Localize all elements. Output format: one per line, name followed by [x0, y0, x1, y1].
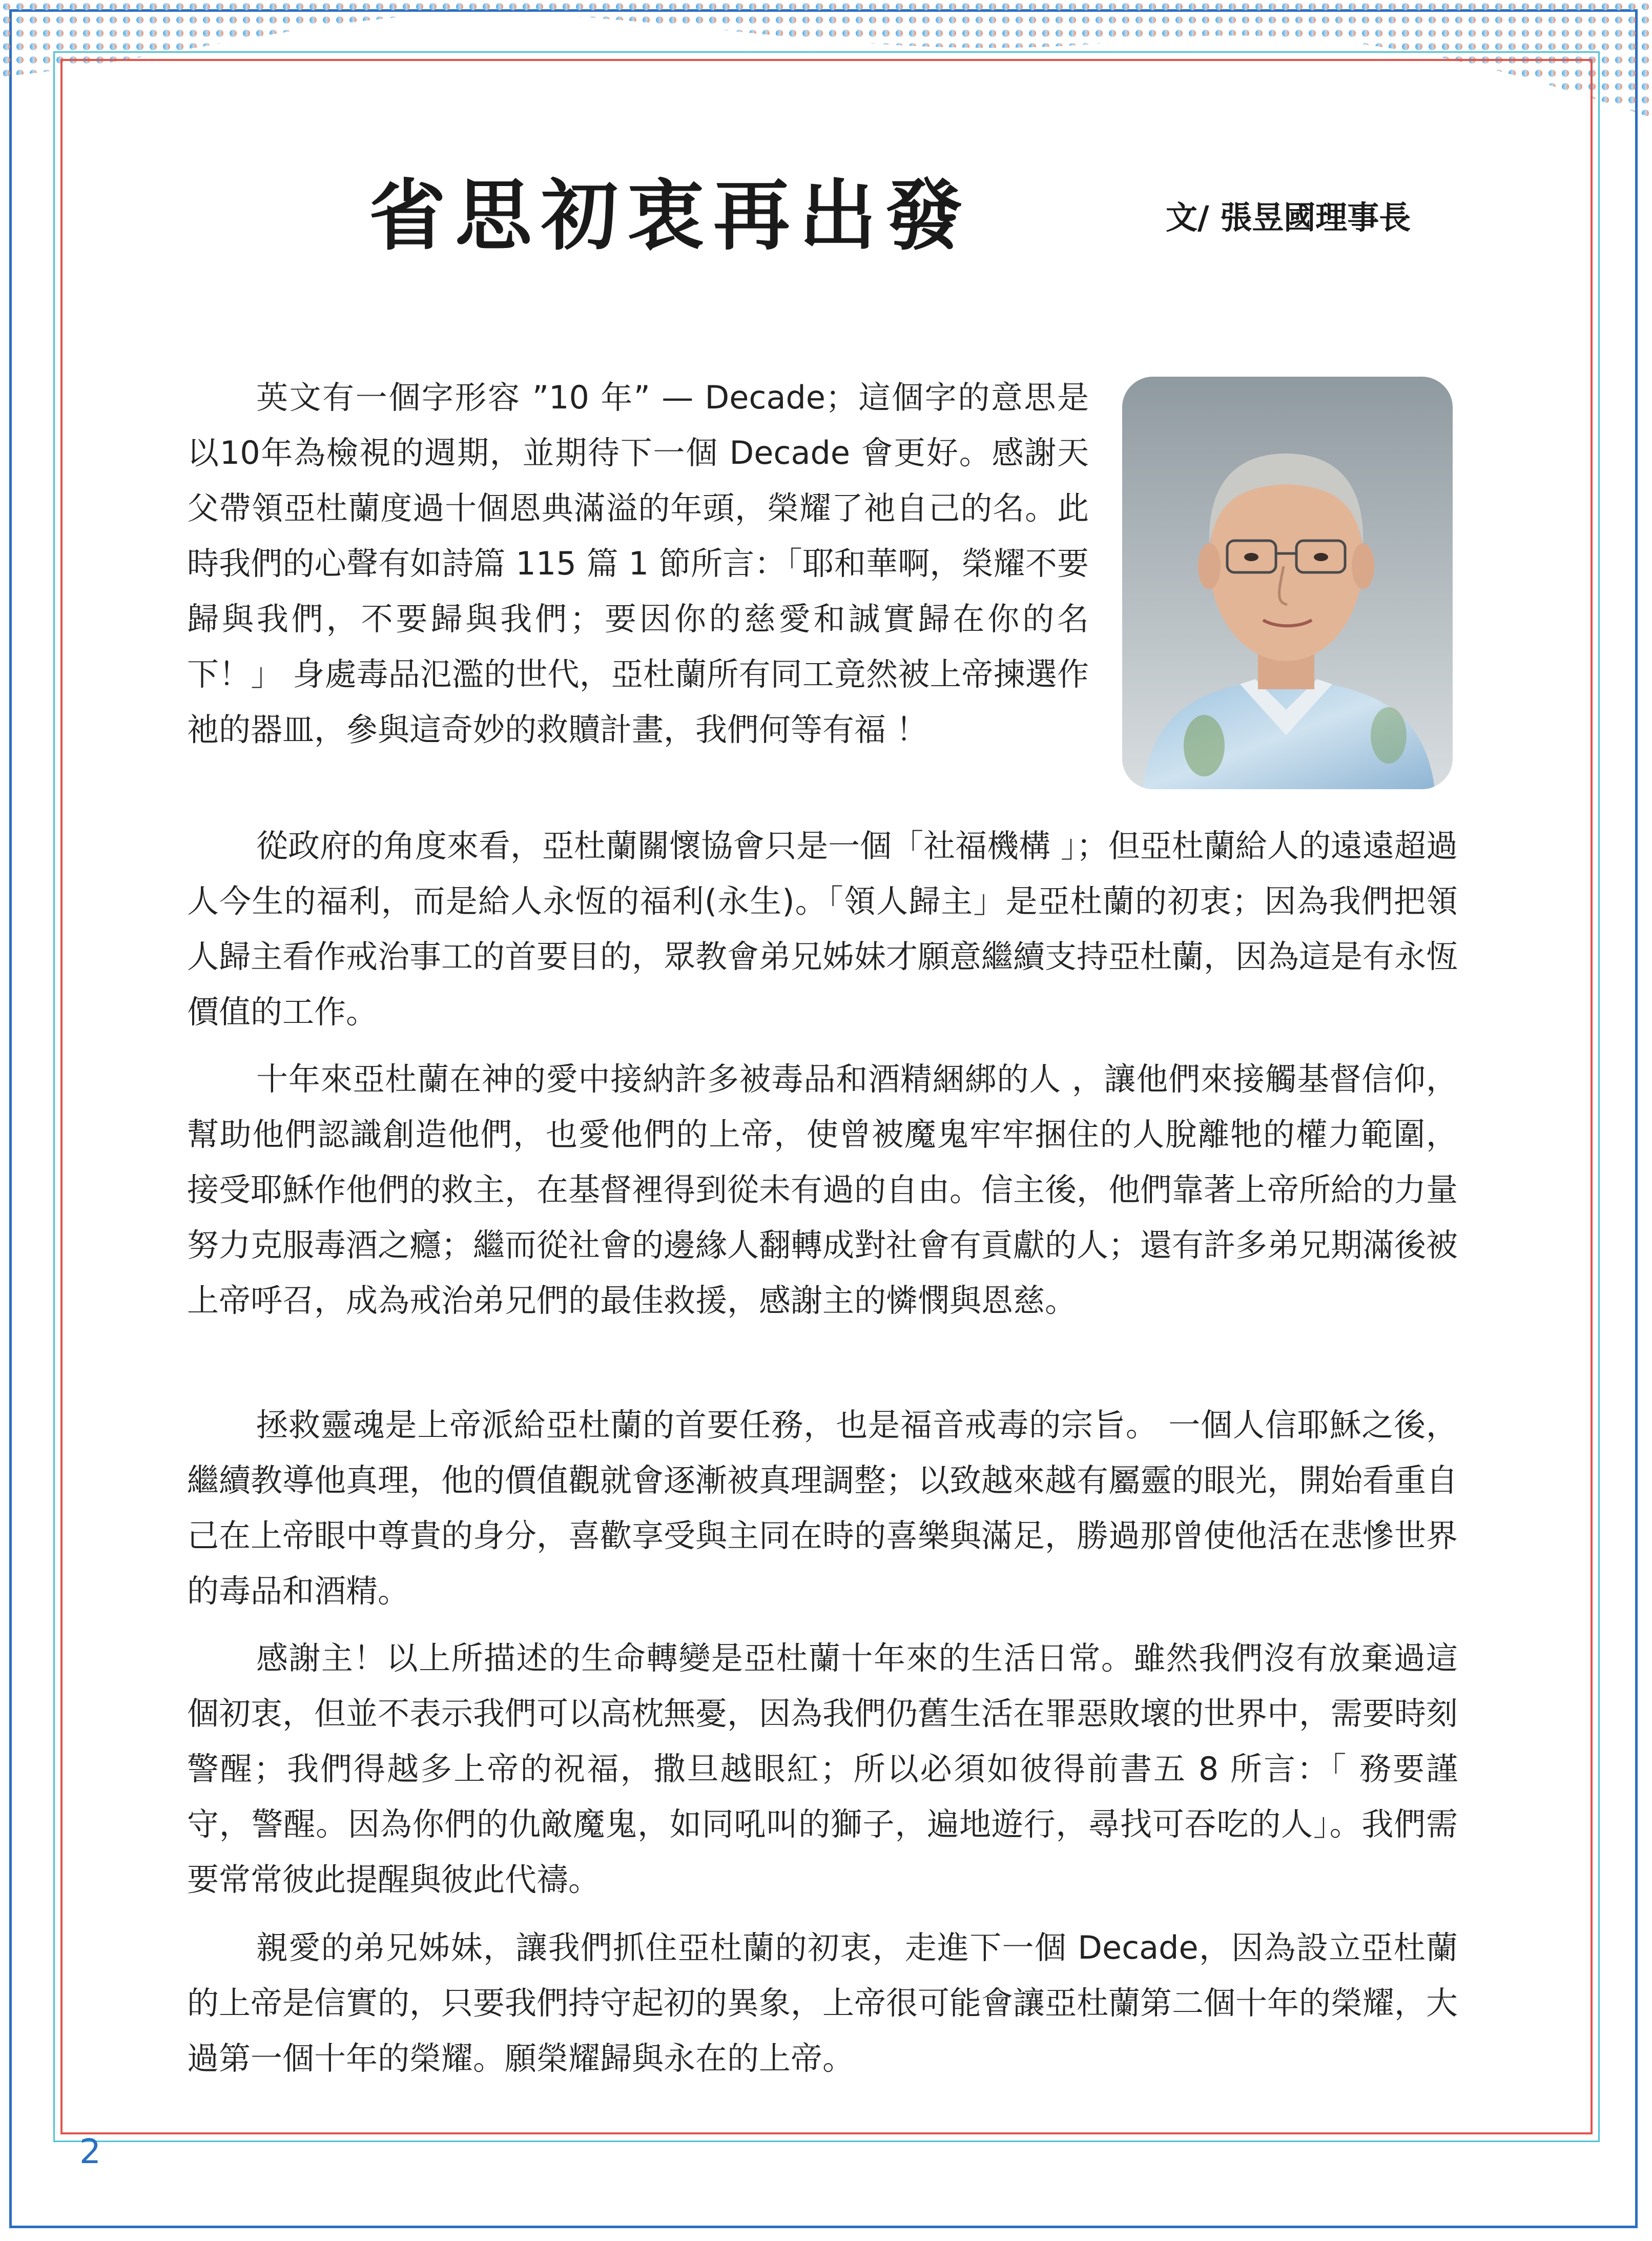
- paragraph-4: 拯救靈魂是上帝派給亞杜蘭的首要任務，也是福音戒毒的宗旨。 一個人信耶穌之後，繼續教導他真理，他的價值觀就會逐漸被真理調整；以致越來越有屬靈的眼光，開始看重自己在上帝眼中尊貴的身分，喜歡享受與主同在時的喜樂與滿足，勝過那曾使他活在悲慘世界的毒品和酒精。: [187, 1406, 1458, 1610]
- page-number: 2: [79, 2132, 101, 2171]
- paragraph-5: 感謝主！以上所描述的生命轉變是亞杜蘭十年來的生活日常。雖然我們沒有放棄過這個初衷，但並不表示我們可以高枕無憂，因為我們仍舊生活在罪惡敗壞的世界中，需要時刻警醒；我們得越多上帝的祝福，撒旦越眼紅；所以必須如彼得前書五 8 所言：「 務要謹守，警醒。因為你們的仇敵魔鬼，如同吼叫的獅子，遍地遊行，尋找可吞吃的人」。我們需要常常彼此提醒與彼此代禱。: [187, 1639, 1458, 1898]
- paragraph-2: 從政府的角度來看，亞杜蘭關懷協會只是一個「社福機構 」；但亞杜蘭給人的遠遠超過人今生的福利，而是給人永恆的福利(永生)。「領人歸主」是亞杜蘭的初衷；因為我們把領人歸主看作戒治事工的首要目的，眾教會弟兄姊妹才願意繼續支持亞杜蘭，因為這是有永恆價值的工作。: [187, 827, 1458, 1031]
- article-title: 省思初衷再出發: [369, 172, 972, 261]
- paragraph-6: 親愛的弟兄姊妹，讓我們抓住亞杜蘭的初衷，走進下一個 Decade，因為設立亞杜蘭的上帝是信實的，只要我們持守起初的異象，上帝很可能會讓亞杜蘭第二個十年的榮耀，大過第一個十年的榮耀。願榮耀歸與永在的上帝。: [187, 1929, 1458, 2077]
- paragraph-1: 英文有一個字形容 ”10 年” — Decade；這個字的意思是以10年為檢視的週期，並期待下一個 Decade 會更好。感謝天父帶領亞杜蘭度過十個恩典滿溢的年頭，榮耀了祂自己的名。此時我們的心聲有如詩篇 115 篇 1 節所言：「耶和華啊，榮耀不要歸與我們，不要歸與我們；要因你的慈愛和誠實歸在你的名下！」 身處毒品氾濫的世代，亞杜蘭所有同工竟然被上帝揀選作祂的器皿，參與這奇妙的救贖計畫，我們何等有福 ！: [187, 379, 1089, 748]
- author-portrait-photo: [1122, 377, 1453, 789]
- paragraph-3: 十年來亞杜蘭在神的愛中接納許多被毒品和酒精綑綁的人 ，讓他們來接觸基督信仰，幫助他們認識創造他們，也愛他們的上帝，使曾被魔鬼牢牢捆住的人脫離牠的權力範圍， 接受耶穌作他們的救主，在基督裡得到從未有過的自由。信主後，他們靠著上帝所給的力量努力克服毒酒之癮；繼而從社會的邊緣人翻轉成對社會有貢獻的人；還有許多弟兄期滿後被上帝呼召，成為戒治弟兄們的最佳救援，感謝主的憐憫與恩慈。: [187, 1060, 1458, 1319]
- article-byline: 文/ 張昱國理事長: [1166, 199, 1411, 236]
